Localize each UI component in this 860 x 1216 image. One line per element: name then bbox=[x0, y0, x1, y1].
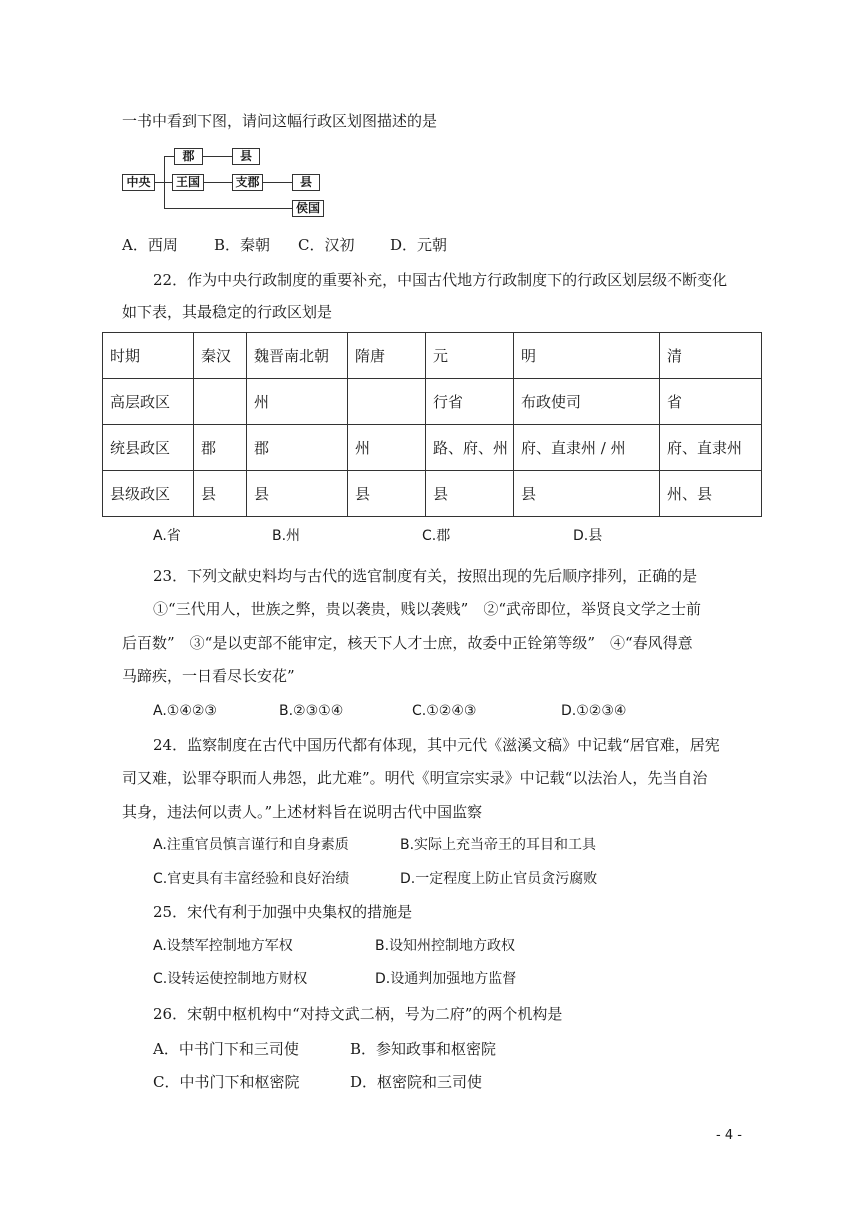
connector-line bbox=[202, 156, 232, 157]
q22-stem-line1: 22．作为中央行政制度的重要补充，中国古代地方行政制度下的行政区划层级不断变化 bbox=[153, 271, 728, 289]
table-cell: 县 bbox=[348, 471, 426, 517]
option-c[interactable]: C.官吏具有丰富经验和良好治绩 bbox=[153, 871, 350, 887]
box-houguo: 侯国 bbox=[292, 200, 324, 217]
table-row bbox=[103, 425, 762, 471]
q23-stem-line2: ①“三代用人，世族之弊，贵以袭贵，贱以袭贱” ②“武帝即位，举贤良文学之士前 bbox=[153, 600, 702, 618]
connector-line bbox=[164, 156, 174, 157]
option-c[interactable]: C.①②④③ bbox=[412, 703, 477, 719]
q26-options-row2 bbox=[153, 1071, 753, 1093]
connector-line bbox=[164, 156, 165, 208]
option-d[interactable]: D.①②③④ bbox=[561, 703, 627, 719]
page-number: - 4 - bbox=[716, 1128, 742, 1143]
table-cell: 高层政区 bbox=[103, 379, 194, 425]
table-cell: 州 bbox=[247, 379, 348, 425]
q23-options bbox=[153, 700, 753, 722]
table-cell: 布政使司 bbox=[514, 379, 660, 425]
q22-options bbox=[153, 525, 753, 547]
box-xian-a: 县 bbox=[232, 148, 260, 165]
option-b[interactable]: B.②③①④ bbox=[279, 703, 344, 719]
table-header-row bbox=[103, 333, 762, 379]
option-a[interactable]: A.注重官员慎言谨行和自身素质 bbox=[153, 837, 349, 853]
q23-stem-line4: 马蹄疾，一日看尽长安花” bbox=[122, 667, 295, 685]
option-c[interactable]: C．汉初 bbox=[298, 236, 355, 254]
table-row bbox=[103, 379, 762, 425]
q21-options bbox=[122, 234, 722, 256]
option-a[interactable]: A．西周 bbox=[122, 236, 178, 254]
q22-stem-line2: 如下表，其最稳定的行政区划是 bbox=[122, 303, 333, 321]
q25-options-row2 bbox=[153, 968, 753, 990]
option-a[interactable]: A.省 bbox=[153, 528, 181, 544]
admin-table bbox=[102, 332, 762, 517]
table-cell: 明 bbox=[514, 333, 660, 379]
table-cell bbox=[348, 379, 426, 425]
q24-stem-line3: 其身，违法何以责人。”上述材料旨在说明古代中国监察 bbox=[122, 803, 483, 821]
option-b[interactable]: B.设知州控制地方政权 bbox=[375, 938, 516, 954]
box-xian-b: 县 bbox=[292, 174, 320, 191]
table-cell: 行省 bbox=[426, 379, 514, 425]
table-cell: 郡 bbox=[194, 425, 247, 471]
box-jun: 郡 bbox=[174, 148, 203, 165]
table-cell: 县级政区 bbox=[103, 471, 194, 517]
option-d[interactable]: D.一定程度上防止官员贪污腐败 bbox=[400, 871, 598, 887]
option-a[interactable]: A.设禁军控制地方军权 bbox=[153, 938, 293, 954]
table-cell: 州 bbox=[348, 425, 426, 471]
table-cell bbox=[194, 379, 247, 425]
table-cell: 省 bbox=[660, 379, 762, 425]
table-row bbox=[103, 471, 762, 517]
option-a[interactable]: A.①④②③ bbox=[153, 703, 217, 719]
q24-stem-line2: 司又难，讼罪夺职而人弗怨，此尤难”。明代《明宣宗实录》中记载“以法治人，先当自治 bbox=[122, 769, 708, 787]
option-a[interactable]: A．中书门下和三司使 bbox=[153, 1040, 299, 1058]
connector-line bbox=[164, 208, 292, 209]
q26-options-row1 bbox=[153, 1038, 753, 1060]
option-c[interactable]: C.设转运使控制地方财权 bbox=[153, 971, 308, 987]
option-b[interactable]: B.实际上充当帝王的耳目和工具 bbox=[400, 837, 597, 853]
box-central: 中央 bbox=[122, 174, 155, 191]
table-cell: 路、府、州 bbox=[426, 425, 514, 471]
box-zhijun: 支郡 bbox=[232, 174, 263, 191]
table-cell: 州、县 bbox=[660, 471, 762, 517]
q25-stem: 25．宋代有利于加强中央集权的措施是 bbox=[153, 903, 413, 921]
option-c[interactable]: C．中书门下和枢密院 bbox=[153, 1073, 300, 1091]
table-cell: 县 bbox=[426, 471, 514, 517]
option-b[interactable]: B.州 bbox=[272, 528, 301, 544]
table-cell: 秦汉 bbox=[194, 333, 247, 379]
q24-options-row1 bbox=[153, 834, 753, 856]
q26-stem: 26．宋朝中枢机构中“对持文武二柄，号为二府”的两个机构是 bbox=[153, 1005, 563, 1023]
table-cell: 元 bbox=[426, 333, 514, 379]
option-d[interactable]: D.设通判加强地方监督 bbox=[375, 971, 517, 987]
table-cell: 县 bbox=[194, 471, 247, 517]
connector-line bbox=[154, 182, 172, 183]
table-cell: 县 bbox=[247, 471, 348, 517]
table-cell: 县 bbox=[514, 471, 660, 517]
q24-stem-line1: 24．监察制度在古代中国历代都有体现，其中元代《滋溪文稿》中记载“居官难，居宪 bbox=[153, 736, 720, 754]
table-cell: 府、直隶州 / 州 bbox=[514, 425, 660, 471]
table-cell: 统县政区 bbox=[103, 425, 194, 471]
option-b[interactable]: B．秦朝 bbox=[214, 236, 271, 254]
box-wangguo: 王国 bbox=[172, 174, 204, 191]
table-cell: 隋唐 bbox=[348, 333, 426, 379]
table-cell: 魏晋南北朝 bbox=[247, 333, 348, 379]
table-cell: 郡 bbox=[247, 425, 348, 471]
connector-line bbox=[263, 182, 292, 183]
option-d[interactable]: D．枢密院和三司使 bbox=[350, 1073, 483, 1091]
connector-line bbox=[202, 182, 232, 183]
administrative-diagram bbox=[122, 146, 334, 220]
q25-options-row1 bbox=[153, 935, 753, 957]
q24-options-row2 bbox=[153, 868, 753, 890]
q23-stem-line1: 23．下列文献史料均与古代的选官制度有关，按照出现的先后顺序排列，正确的是 bbox=[153, 567, 698, 585]
table-cell: 时期 bbox=[103, 333, 194, 379]
option-b[interactable]: B．参知政事和枢密院 bbox=[350, 1040, 497, 1058]
option-d[interactable]: D．元朝 bbox=[390, 236, 448, 254]
table-cell: 清 bbox=[660, 333, 762, 379]
q21-stem: 一书中看到下图，请问这幅行政区划图描述的是 bbox=[122, 112, 438, 130]
option-c[interactable]: C.郡 bbox=[422, 528, 451, 544]
q23-stem-line3: 后百数” ③“是以吏部不能审定，核天下人才士庶，故委中正铨第等级” ④“春风得意 bbox=[122, 634, 693, 652]
table-cell: 府、直隶州 bbox=[660, 425, 762, 471]
option-d[interactable]: D.县 bbox=[573, 528, 603, 544]
